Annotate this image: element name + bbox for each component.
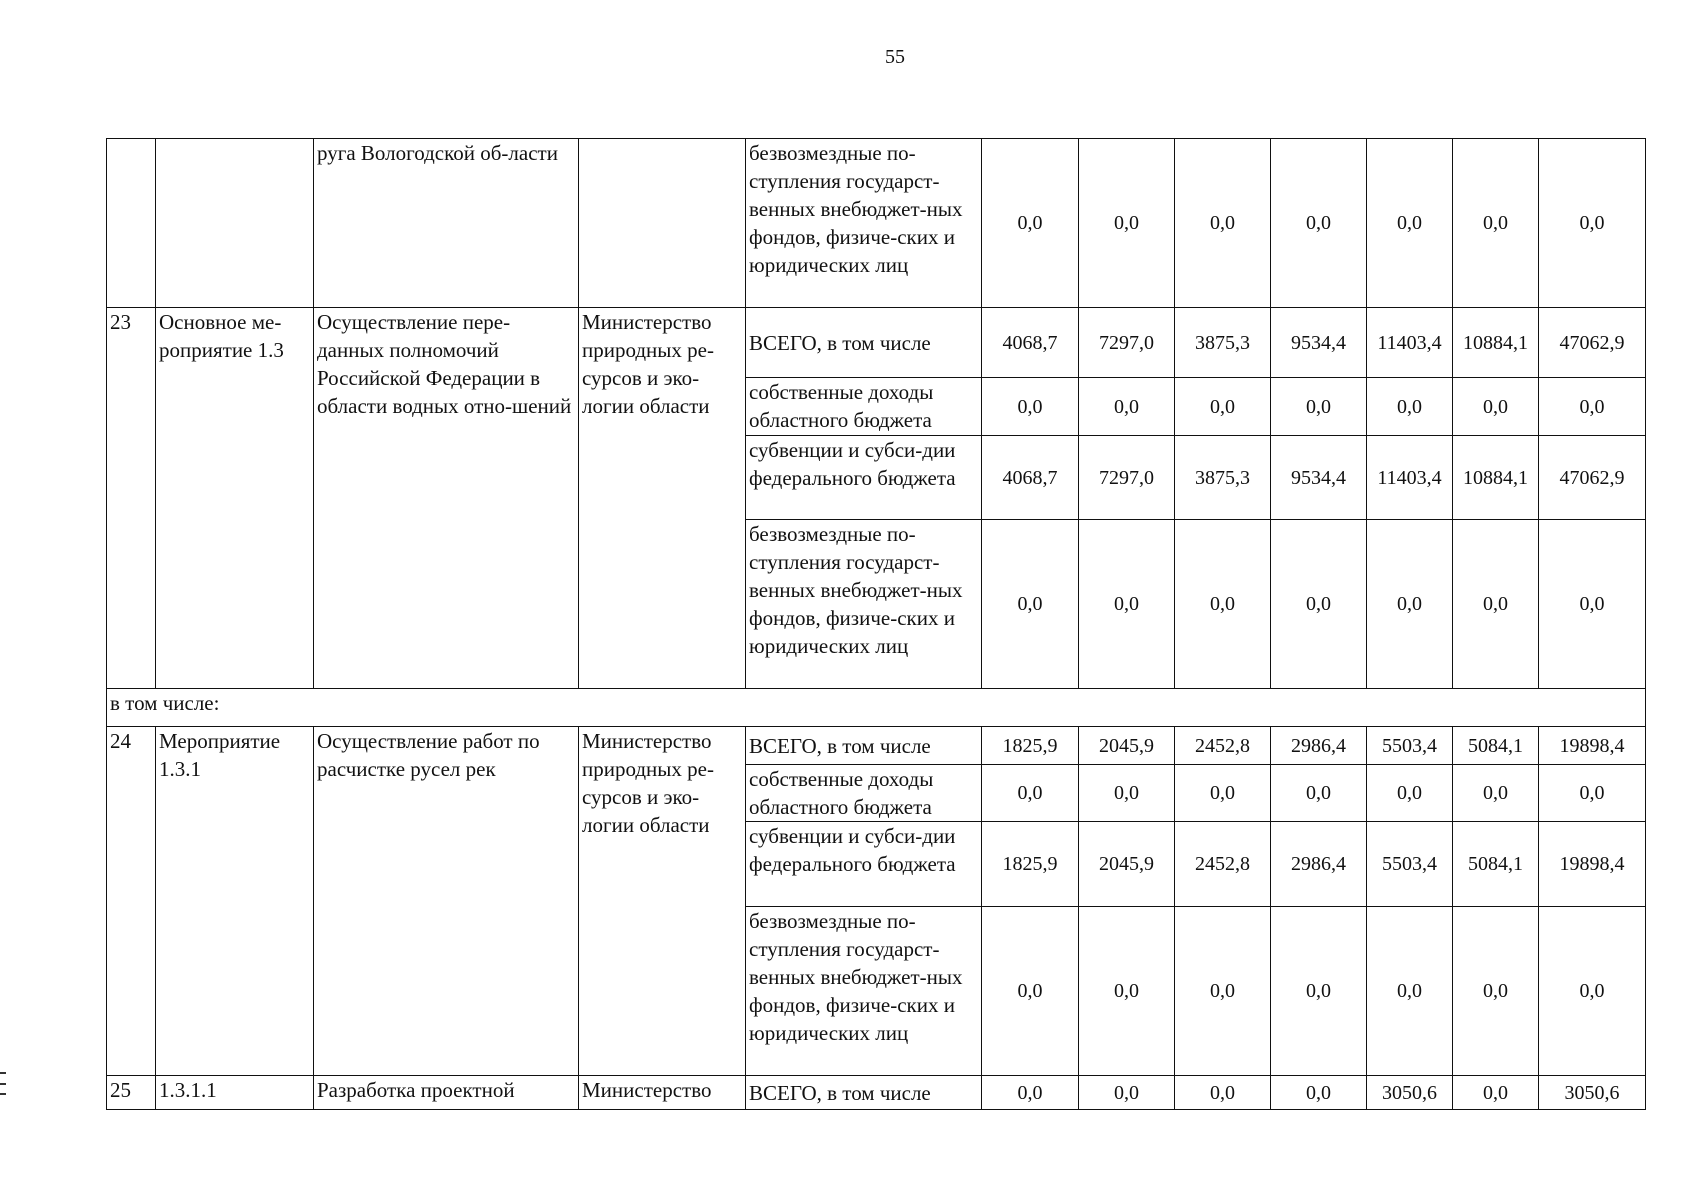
row-name: руга Вологодской об-ласти: [314, 139, 579, 308]
value-cell: 0,0: [1079, 520, 1175, 689]
value-cell: 0,0: [1453, 765, 1539, 822]
value-cell: 0,0: [1453, 520, 1539, 689]
scan-mark: [0, 1083, 6, 1085]
row-number: 24: [107, 727, 156, 1076]
value-cell: 0,0: [1367, 907, 1453, 1076]
value-cell: 0,0: [1367, 378, 1453, 436]
table-row: [107, 139, 1646, 308]
row-executor: [579, 139, 746, 308]
value-cell: 11403,4: [1367, 436, 1453, 520]
value-cell: 0,0: [1539, 378, 1646, 436]
funding-source: субвенции и субси-дии федерального бюджета: [746, 436, 982, 520]
value-cell: 0,0: [982, 907, 1079, 1076]
row-name: Осуществление пере-данных полномочий Российской Федерации в области водных отно-шений: [314, 308, 579, 689]
value-cell: 0,0: [1079, 907, 1175, 1076]
funding-source: ВСЕГО, в том числе: [746, 308, 982, 378]
value-cell: 5503,4: [1367, 727, 1453, 765]
value-cell: 9534,4: [1271, 308, 1367, 378]
value-cell: 0,0: [1271, 520, 1367, 689]
value-cell: 0,0: [982, 139, 1079, 308]
value-cell: 0,0: [1175, 139, 1271, 308]
value-cell: 7297,0: [1079, 436, 1175, 520]
funding-source: безвозмездные по-ступления государст-венных внебюджет-ных фондов, физиче-ских и юридических лиц: [746, 139, 982, 308]
funding-source: безвозмездные по-ступления государст-венных внебюджет-ных фондов, физиче-ских и юридических лиц: [746, 907, 982, 1076]
value-cell: 0,0: [1175, 520, 1271, 689]
table-row: [107, 1076, 1646, 1110]
value-cell: 0,0: [1367, 520, 1453, 689]
value-cell: 2045,9: [1079, 727, 1175, 765]
value-cell: 0,0: [1271, 765, 1367, 822]
value-cell: 47062,9: [1539, 436, 1646, 520]
value-cell: 0,0: [1271, 139, 1367, 308]
row-executor: Министерство природных ре-сурсов и эко-логии области: [579, 308, 746, 689]
row-number: 25: [107, 1076, 156, 1110]
value-cell: 0,0: [1453, 139, 1539, 308]
row-number: [107, 139, 156, 308]
row-number: 23: [107, 308, 156, 689]
row-executor: Министерство природных ре-сурсов и эко-логии области: [579, 727, 746, 1076]
value-cell: 0,0: [1079, 378, 1175, 436]
value-cell: 0,0: [982, 1076, 1079, 1110]
value-cell: 0,0: [1175, 907, 1271, 1076]
table-row: [107, 308, 1646, 378]
value-cell: 0,0: [1079, 139, 1175, 308]
value-cell: 0,0: [1175, 1076, 1271, 1110]
value-cell: 0,0: [982, 520, 1079, 689]
funding-source: безвозмездные по-ступления государст-венных внебюджет-ных фондов, физиче-ских и юридических лиц: [746, 520, 982, 689]
funding-source: собственные доходы областного бюджета: [746, 765, 982, 822]
value-cell: 1825,9: [982, 822, 1079, 907]
row-status: Основное ме-роприятие 1.3: [156, 308, 314, 689]
value-cell: 3875,3: [1175, 436, 1271, 520]
value-cell: 2986,4: [1271, 822, 1367, 907]
value-cell: 3875,3: [1175, 308, 1271, 378]
value-cell: 2452,8: [1175, 727, 1271, 765]
value-cell: 0,0: [1453, 907, 1539, 1076]
row-name: Осуществление работ по расчистке русел рек: [314, 727, 579, 1076]
value-cell: 5084,1: [1453, 822, 1539, 907]
value-cell: 47062,9: [1539, 308, 1646, 378]
value-cell: 19898,4: [1539, 822, 1646, 907]
value-cell: 0,0: [1453, 378, 1539, 436]
row-status: Мероприятие 1.3.1: [156, 727, 314, 1076]
funding-source: ВСЕГО, в том числе: [746, 1076, 982, 1110]
value-cell: 1825,9: [982, 727, 1079, 765]
row-name: Разработка проектной: [314, 1076, 579, 1110]
value-cell: 0,0: [1539, 765, 1646, 822]
value-cell: 0,0: [1539, 139, 1646, 308]
value-cell: 7297,0: [1079, 308, 1175, 378]
value-cell: 3050,6: [1539, 1076, 1646, 1110]
value-cell: 11403,4: [1367, 308, 1453, 378]
value-cell: 5503,4: [1367, 822, 1453, 907]
value-cell: 9534,4: [1271, 436, 1367, 520]
funding-source: субвенции и субси-дии федерального бюджета: [746, 822, 982, 907]
value-cell: 2452,8: [1175, 822, 1271, 907]
value-cell: 19898,4: [1539, 727, 1646, 765]
value-cell: 0,0: [1539, 907, 1646, 1076]
value-cell: 0,0: [1271, 907, 1367, 1076]
funding-source: собственные доходы областного бюджета: [746, 378, 982, 436]
row-status: 1.3.1.1: [156, 1076, 314, 1110]
value-cell: 2986,4: [1271, 727, 1367, 765]
value-cell: 0,0: [1539, 520, 1646, 689]
value-cell: 0,0: [1271, 378, 1367, 436]
value-cell: 10884,1: [1453, 308, 1539, 378]
value-cell: 0,0: [982, 378, 1079, 436]
value-cell: 3050,6: [1367, 1076, 1453, 1110]
budget-table: [106, 138, 1646, 1110]
value-cell: 0,0: [982, 765, 1079, 822]
scan-mark: [0, 1093, 6, 1095]
table-row: [107, 727, 1646, 765]
value-cell: 0,0: [1079, 765, 1175, 822]
page-number: 55: [885, 46, 905, 68]
value-cell: 0,0: [1271, 1076, 1367, 1110]
funding-source: ВСЕГО, в том числе: [746, 727, 982, 765]
row-status: [156, 139, 314, 308]
value-cell: 0,0: [1367, 139, 1453, 308]
value-cell: 0,0: [1175, 378, 1271, 436]
value-cell: 2045,9: [1079, 822, 1175, 907]
value-cell: 4068,7: [982, 308, 1079, 378]
row-executor: Министерство: [579, 1076, 746, 1110]
value-cell: 10884,1: [1453, 436, 1539, 520]
scan-mark: [0, 1072, 6, 1074]
subtotal-label: в том числе:: [107, 689, 1646, 727]
value-cell: 0,0: [1367, 765, 1453, 822]
value-cell: 0,0: [1453, 1076, 1539, 1110]
value-cell: 0,0: [1079, 1076, 1175, 1110]
table-row: [107, 689, 1646, 727]
value-cell: 5084,1: [1453, 727, 1539, 765]
value-cell: 4068,7: [982, 436, 1079, 520]
value-cell: 0,0: [1175, 765, 1271, 822]
